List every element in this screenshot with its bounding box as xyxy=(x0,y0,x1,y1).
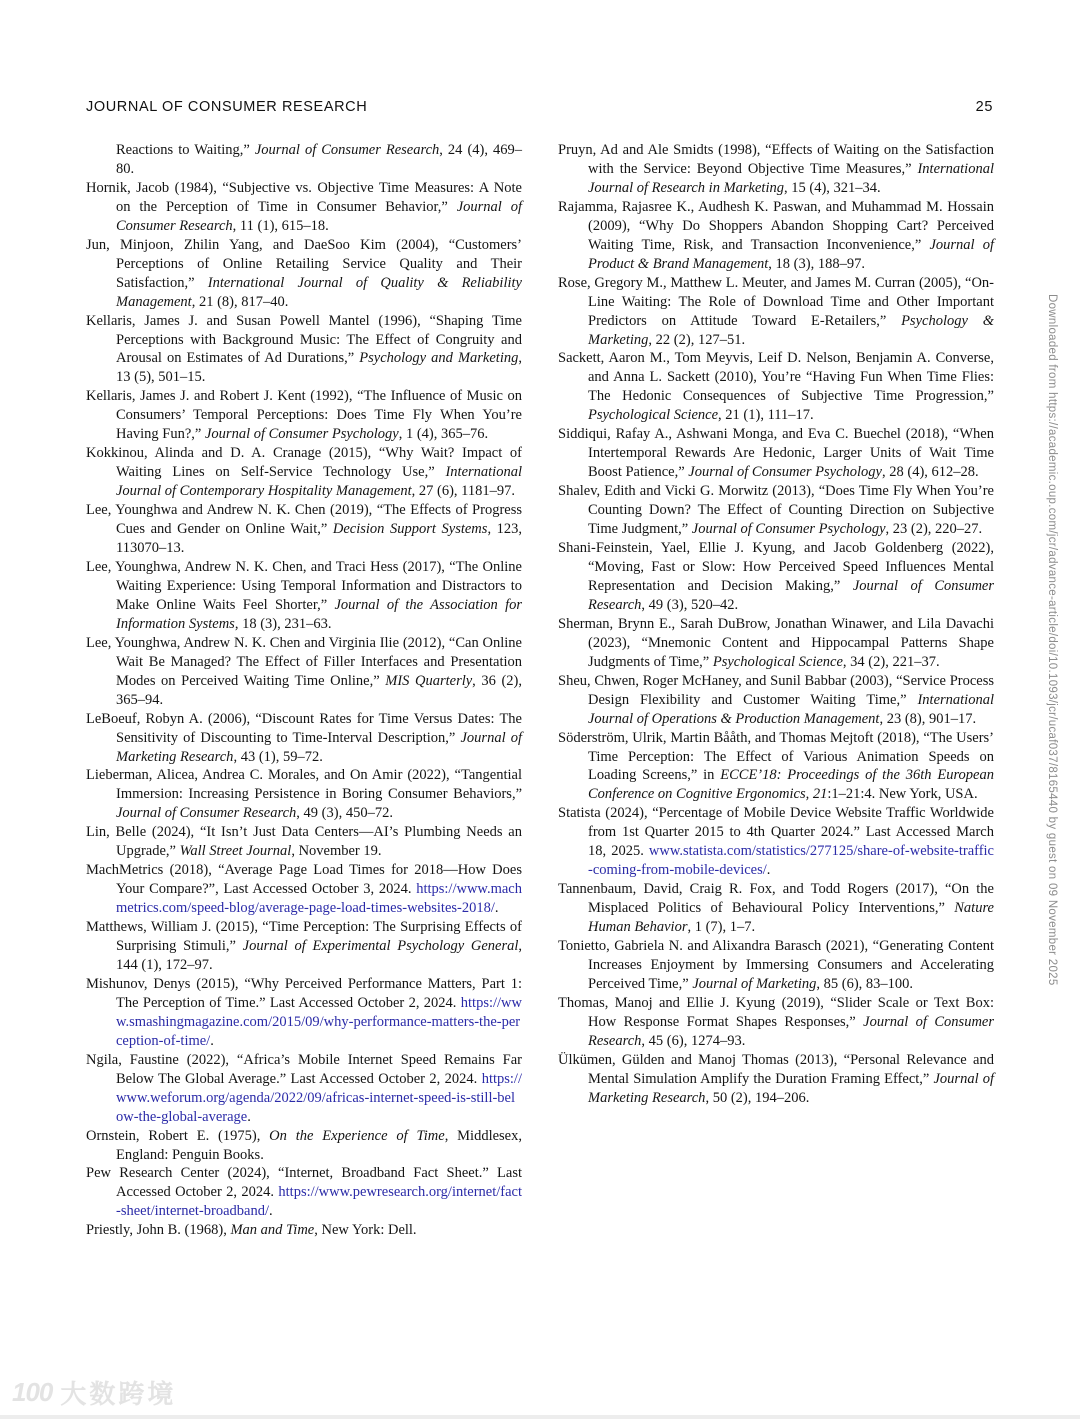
reference-entry xyxy=(558,425,994,482)
reference-source-italic: Journal of Consumer Research xyxy=(588,1013,994,1049)
reference-source-italic: Wall Street Journal xyxy=(179,843,292,860)
reference-source-italic: Psychological Science xyxy=(712,653,843,670)
references-left-column xyxy=(86,141,522,1240)
reference-text: , 23 (2), 220–27. xyxy=(885,521,983,538)
reference-text: , 123, 113070–13. xyxy=(116,521,523,557)
reference-text: Matthews, William J. (2015), “Time Perception: The Surprising Effects of Surprising Stimuli,” xyxy=(86,919,522,955)
reference-text: , 85 (6), 83–100. xyxy=(816,975,914,992)
reference-text: , 43 (1), 59–72. xyxy=(233,748,323,765)
reference-entry xyxy=(86,823,522,861)
reference-link[interactable]: https://www.smashingmagazine.com/2015/09/why-performance-matters-the-perception-of-time/ xyxy=(116,994,522,1049)
reference-entry xyxy=(558,994,994,1051)
reference-source-italic: Journal of Product & Brand Management xyxy=(588,236,995,272)
reference-text: , New York: Dell. xyxy=(314,1222,417,1239)
reference-text: Mishunov, Denys (2015), “Why Perceived Performance Matters, Part 1: The Perception of Time.” Last Accessed October 2, 2024. xyxy=(86,975,522,1011)
reference-source-italic: Man and Time xyxy=(230,1222,315,1239)
reference-text: Lee, Younghwa, Andrew N. K. Chen and Virginia Ilie (2012), “Can Online Wait Be Managed? The Effect of Filler Interfaces and Presentation Modes on Perceived Waiting Time Online,” xyxy=(86,634,522,689)
reference-entry xyxy=(86,501,522,558)
reference-text: , 18 (3), 231–63. xyxy=(234,615,332,632)
reference-text: , 27 (6), 1181–97. xyxy=(411,483,515,500)
reference-text: , 50 (2), 194–206. xyxy=(705,1089,810,1106)
reference-link[interactable]: www.statista.com/statistics/277125/share-of-website-traffic-coming-from-mobile-devices/ xyxy=(588,843,994,879)
reference-link[interactable]: https://www.pewresearch.org/internet/fact-sheet/internet-broadband/ xyxy=(116,1184,522,1220)
reference-text: , 34 (2), 221–37. xyxy=(842,653,940,670)
reference-link[interactable]: https://www.machmetrics.com/speed-blog/average-page-load-times-websites-2018/ xyxy=(116,881,522,917)
page-number: 25 xyxy=(975,99,993,115)
reference-text: , 49 (3), 450–72. xyxy=(296,805,393,822)
reference-text: . xyxy=(766,862,771,879)
reference-text: Lieberman, Alicea, Andrea C. Morales, and On Amir (2022), “Tangential Immersion: Increasing Persistence in Boring Consumer Behaviors,” xyxy=(86,767,522,803)
reference-entry xyxy=(558,198,994,274)
reference-text: , 21 (8), 817–40. xyxy=(191,293,289,310)
reference-entry xyxy=(558,539,994,615)
reference-source-italic: International Journal of Research in Marketing xyxy=(588,160,994,196)
reference-text: Priestly, John B. (1968), xyxy=(86,1222,231,1239)
reference-entry xyxy=(86,766,522,823)
reference-text: LeBoeuf, Robyn A. (2006), “Discount Rates for Time Versus Dates: The Sensitivity of Discounting to Time-Interval Description,” xyxy=(86,710,522,746)
reference-text: , 23 (8), 901–17. xyxy=(879,710,977,727)
reference-source-italic: Journal of Consumer Research xyxy=(588,577,994,613)
reference-text: Kokkinou, Alinda and D. A. Cranage (2015), “Why Wait? Impact of Waiting Lines on Self-Service Technology Use,” xyxy=(86,445,522,481)
reference-text: Thomas, Manoj and Ellie J. Kyung (2019), “Slider Scale or Text Box: How Response Format Shapes Responses,” xyxy=(558,994,994,1030)
reference-source-italic: Journal of the Association for Information Systems xyxy=(116,596,522,632)
reference-text: Kellaris, James J. and Susan Powell Mantel (1996), “Shaping Time Perceptions with Background Music: The Effect of Congruity and Arousal on Estimates of Ad Durations,” xyxy=(86,312,522,367)
reference-source-italic: Psychological Science xyxy=(588,407,719,424)
reference-source-italic: Journal of Marketing Research xyxy=(588,1070,994,1106)
reference-text: , 144 (1), 172–97. xyxy=(116,938,522,973)
reference-entry xyxy=(558,141,994,198)
reference-source-italic: International Journal of Contemporary Hospitality Management xyxy=(116,464,522,500)
reference-text: Lee, Younghwa, Andrew N. K. Chen, and Traci Hess (2017), “The Online Waiting Experience: Using Temporal Information and Distractors to Make Online Waits Feel Shorter,” xyxy=(86,558,522,613)
reference-text: Tannenbaum, David, Craig R. Fox, and Todd Rogers (2017), “On the Misplaced Politics of Behavioural Policy Interventions,” xyxy=(558,881,994,917)
reference-text: , November 19. xyxy=(291,843,382,860)
reference-text: Tonietto, Gabriela N. and Alixandra Barasch (2021), “Generating Content Increases Enjoyment by Immersing Consumers and Accelerating Perceived Time,” xyxy=(558,938,994,992)
reference-entry xyxy=(86,634,522,710)
reference-text: Sheu, Chwen, Roger McHaney, and Sunil Babbar (2003), “Service Process Design Flexibility and Customer Waiting Time,” xyxy=(558,672,994,708)
reference-link[interactable]: https://www.weforum.org/agenda/2022/09/africas-internet-speed-is-still-below-the-global-average xyxy=(116,1070,522,1125)
reference-text: Hornik, Jacob (1984), “Subjective vs. Objective Time Measures: A Note on the Perception of Time in Consumer Behavior,” xyxy=(86,179,522,215)
reference-entry xyxy=(558,729,994,805)
reference-text: Pruyn, Ad and Ale Smidts (1998), “Effects of Waiting on the Satisfaction with the Service: Beyond Objective Time Measures,” xyxy=(558,142,994,177)
reference-text: Statista (2024), “Percentage of Mobile Device Website Traffic Worldwide from 1st Quarter 2015 to 4th Quarter 2024.” Last Accessed March 18, 2025. xyxy=(558,805,994,860)
reference-entry xyxy=(86,387,522,444)
reference-text: Shalev, Edith and Vicki G. Morwitz (2013), “Does Time Fly When You’re Counting Down? The Effect of Counting Direction on Subjective Time Judgment,” xyxy=(558,483,994,538)
reference-entry xyxy=(86,236,522,312)
reference-entry xyxy=(558,274,994,350)
reference-text: , 22 (2), 127–51. xyxy=(648,331,746,348)
reference-source-italic: Journal of Consumer Psychology xyxy=(205,426,399,443)
reference-text: , 24 (4), 469–80. xyxy=(116,142,522,177)
reference-text: MachMetrics (2018), “Average Page Load Times for 2018—How Does Your Compare?”, Last Accessed October 3, 2024. xyxy=(86,862,522,898)
reference-text: , 13 (5), 501–15. xyxy=(116,350,522,386)
reference-source-italic: Journal of Experimental Psychology General xyxy=(242,938,519,955)
reference-entry xyxy=(86,1221,522,1240)
reference-text: , 28 (4), 612–28. xyxy=(882,464,979,481)
reference-text: , 1 (4), 365–76. xyxy=(398,426,489,443)
reference-entry xyxy=(86,1127,522,1165)
reference-source-italic: Journal of Consumer Psychology xyxy=(691,521,886,538)
reference-text: Ngila, Faustine (2022), “Africa’s Mobile Internet Speed Remains Far Below The Global Average.” Last Accessed October 2, 2024. xyxy=(86,1051,522,1087)
reference-entry xyxy=(86,918,522,975)
watermark xyxy=(12,1374,176,1411)
reference-text: Siddiqui, Rafay A., Ashwani Monga, and Eva C. Buechel (2018), “When Intertemporal Rewards Are Hedonic, Larger Units of Wait Time Boost Patience,” xyxy=(558,426,994,481)
reference-text: Pew Research Center (2024), “Internet, Broadband Fact Sheet.” Last Accessed October 2, 2024. xyxy=(86,1165,522,1201)
reference-entry xyxy=(86,179,522,236)
reference-entry xyxy=(86,1051,522,1127)
reference-source-italic: Decision Support Systems xyxy=(332,521,488,538)
reference-text: . xyxy=(210,1032,214,1049)
reference-entry xyxy=(558,1051,994,1108)
reference-source-italic: On the Experience of Time xyxy=(269,1127,445,1144)
reference-text: , 45 (6), 1274–93. xyxy=(641,1032,746,1049)
reference-text: Lee, Younghwa and Andrew N. K. Chen (2019), “The Effects of Progress Cues and Gender on Online Wait,” xyxy=(86,502,522,538)
reference-entry xyxy=(558,672,994,729)
reference-text: Rose, Gregory M., Matthew L. Meuter, and James M. Curran (2005), “On-Line Waiting: The Role of Download Time and Other Important Predictors on Attitude Toward E-Retailers,” xyxy=(558,274,994,329)
reference-text: Rajamma, Rajasree K., Audhesh K. Paswan, and Muhammad M. Hossain (2009), “Why Do Shoppers Abandon Shopping Cart? Perceived Waiting Time, Risk, and Transaction Inconvenience,” xyxy=(558,198,994,253)
page-bottom-edge xyxy=(0,1415,1080,1419)
reference-text: Söderström, Ulrik, Martin Bååth, and Thomas Mejtoft (2018), “The Users’ Time Perception: The Effect of Various Animation Speeds on Loading Screens,” in xyxy=(558,729,994,784)
reference-entry xyxy=(86,558,522,634)
reference-entry xyxy=(86,861,522,918)
reference-entry xyxy=(558,804,994,880)
reference-source-italic: Journal of Consumer Research xyxy=(116,805,297,822)
reference-text: :1–21:4. New York, USA. xyxy=(827,786,978,803)
reference-entry xyxy=(558,937,994,994)
reference-entry xyxy=(558,349,994,425)
reference-source-italic: Journal of Consumer Research xyxy=(116,198,522,234)
reference-text: , 21 (1), 111–17. xyxy=(718,407,814,424)
reference-text: Jun, Minjoon, Zhilin Yang, and DaeSoo Kim (2004), “Customers’ Perceptions of Online Retailing Service Quality and Their Satisfaction,” xyxy=(86,236,522,291)
reference-text: Sherman, Brynn E., Sarah DuBrow, Jonathan Winawer, and Lila Davachi (2023), “Mnemonic Content and Hippocampal Patterns Shape Judgments of Time,” xyxy=(558,615,994,670)
reference-text: , 36 (2), 365–94. xyxy=(116,672,522,708)
reference-entry xyxy=(86,710,522,767)
reference-text: . xyxy=(247,1108,251,1125)
reference-source-italic: International Journal of Operations & Production Management xyxy=(588,691,994,727)
references-section xyxy=(86,141,994,1240)
reference-text: Reactions to Waiting,” xyxy=(116,142,255,158)
reference-entry xyxy=(86,312,522,388)
watermark-text: 大数跨境 xyxy=(60,1380,177,1410)
reference-entry xyxy=(86,1164,522,1221)
download-provenance-note: Downloaded from https://academic.oup.com/jcr/advance-article/doi/10.1093/jcr/ucaf037/8165440 by guest on 09 November 2025 xyxy=(1046,294,1058,986)
reference-entry xyxy=(86,975,522,1051)
reference-text: , 1 (7), 1–7. xyxy=(687,919,756,936)
reference-source-italic: MIS Quarterly xyxy=(385,672,473,689)
reference-source-italic: Journal of Marketing Research xyxy=(116,729,522,765)
reference-text: . xyxy=(269,1203,273,1220)
reference-source-italic: Journal of Marketing xyxy=(692,975,817,992)
reference-entry xyxy=(86,141,522,179)
reference-text: Shani-Feinstein, Yael, Ellie J. Kyung, and Jacob Goldenberg (2022), “Moving, Fast or Slow: How Perceived Speed Influences Mental Representation and Decision Making,” xyxy=(558,540,994,594)
reference-entry xyxy=(558,615,994,672)
reference-entry xyxy=(86,444,522,501)
references-right-column xyxy=(558,141,994,1240)
reference-text: , 49 (3), 520–42. xyxy=(641,596,739,613)
reference-text: , Middlesex, England: Penguin Books. xyxy=(116,1127,522,1163)
reference-text: Lin, Belle (2024), “It Isn’t Just Data Centers—AI’s Plumbing Needs an Upgrade,” xyxy=(86,824,522,860)
reference-source-italic: Nature Human Behavior xyxy=(588,900,994,936)
reference-source-italic: Journal of Consumer Research xyxy=(254,142,440,158)
watermark-logo-icon: 100 xyxy=(12,1377,53,1407)
reference-source-italic: Journal of Consumer Psychology xyxy=(688,464,882,481)
journal-name: JOURNAL OF CONSUMER RESEARCH xyxy=(86,99,368,115)
reference-text: , 15 (4), 321–34. xyxy=(783,179,881,196)
reference-source-italic: Psychology and Marketing xyxy=(359,350,519,367)
reference-text: . xyxy=(494,900,499,917)
reference-text: , 11 (1), 615–18. xyxy=(232,217,329,234)
reference-source-italic: ECCE’18: Proceedings of the 36th European Conference on Cognitive Ergonomics, 21 xyxy=(588,767,994,803)
reference-entry xyxy=(558,880,994,937)
reference-source-italic: Psychology & Marketing xyxy=(588,312,994,348)
reference-text: , 18 (3), 188–97. xyxy=(768,255,865,272)
reference-text: Sackett, Aaron M., Tom Meyvis, Leif D. Nelson, Benjamin A. Converse, and Anna L. Sackett (2010), You’re “Having Fun When Time Flies: The Hedonic Consequences of Subjective Time Progression,” xyxy=(558,350,994,405)
reference-entry xyxy=(558,482,994,539)
reference-text: Ornstein, Robert E. (1975), xyxy=(86,1127,270,1144)
running-header xyxy=(86,99,993,115)
reference-text: Kellaris, James J. and Robert J. Kent (1992), “The Influence of Music on Consumers’ Temporal Perceptions: Does Time Fly When You’re Having Fun?,” xyxy=(86,388,522,443)
reference-text: Ülkümen, Gülden and Manoj Thomas (2013), “Personal Relevance and Mental Simulation Amplify the Duration Framing Effect,” xyxy=(558,1051,994,1087)
reference-source-italic: International Journal of Quality & Reliability Management xyxy=(116,274,522,310)
